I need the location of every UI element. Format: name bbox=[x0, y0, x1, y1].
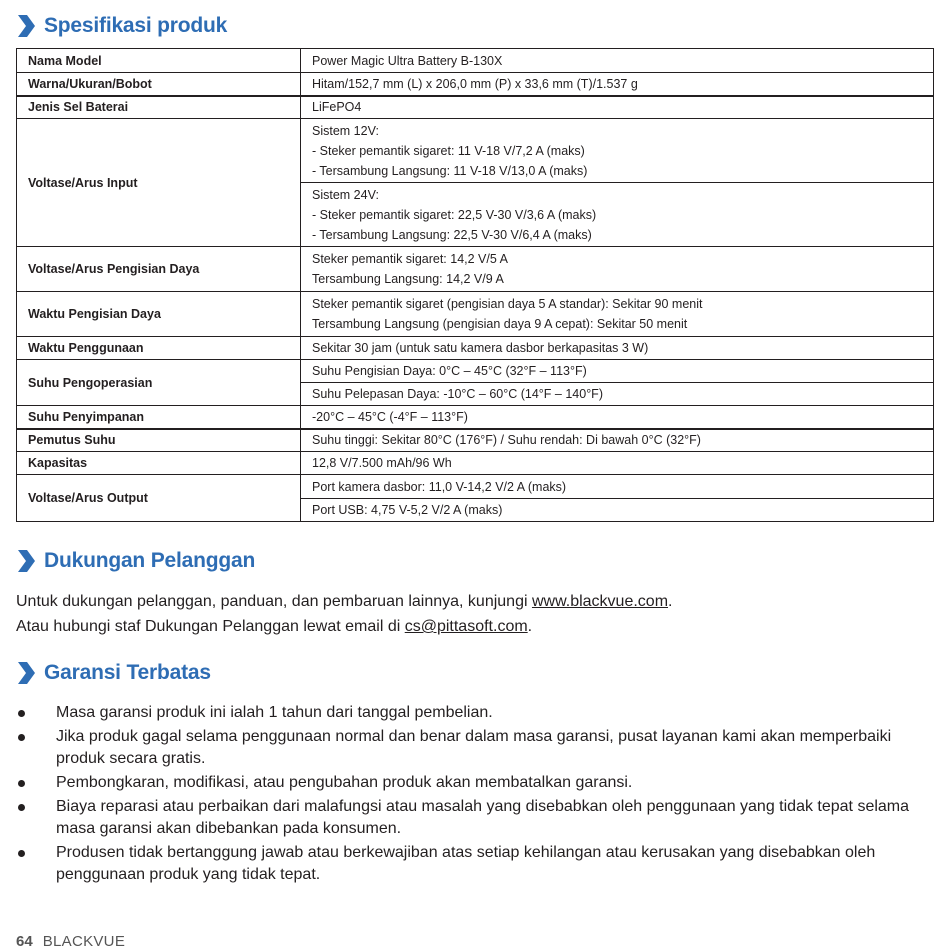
bullet-icon bbox=[18, 734, 25, 741]
table-row bbox=[17, 360, 934, 383]
spec-value: Suhu tinggi: Sekitar 80°C (176°F) / Suhu rendah: Di bawah 0°C (32°F) bbox=[301, 429, 934, 452]
support-text-fragment: Untuk dukungan pelanggan, panduan, dan pembaruan lainnya, kunjungi bbox=[16, 593, 532, 610]
support-section-heading bbox=[16, 549, 255, 573]
list-item-text: Masa garansi produk ini ialah 1 tahun dari tanggal pembelian. bbox=[56, 704, 493, 721]
brand-name: BLACKVUE bbox=[42, 933, 126, 950]
support-section-title: Dukungan Pelanggan bbox=[44, 549, 256, 572]
website-link[interactable]: www.blackvue.com bbox=[531, 593, 669, 610]
spec-value: 12,8 V/7.500 mAh/96 Wh bbox=[301, 452, 934, 475]
spec-value-line: Sistem 12V: bbox=[312, 124, 379, 138]
spec-section-heading bbox=[16, 14, 227, 38]
spec-value: Suhu Pelepasan Daya: -10°C – 60°C (14°F – 140°F) bbox=[301, 383, 934, 406]
warranty-section-title: Garansi Terbatas bbox=[44, 661, 211, 684]
support-line-email bbox=[16, 614, 672, 639]
table-row bbox=[17, 119, 934, 183]
list-item bbox=[16, 726, 926, 770]
list-item bbox=[16, 842, 926, 886]
spec-value: Port USB: 4,75 V-5,2 V/2 A (maks) bbox=[301, 499, 934, 522]
spec-label: Voltase/Arus Input bbox=[17, 119, 301, 247]
spec-value bbox=[301, 247, 934, 292]
spec-value-line: Tersambung Langsung (pengisian daya 9 A cepat): Sekitar 50 menit bbox=[312, 317, 688, 331]
spec-value-line: - Tersambung Langsung: 22,5 V-30 V/6,4 A (maks) bbox=[312, 228, 592, 242]
support-text bbox=[16, 589, 672, 639]
spec-value: Power Magic Ultra Battery B-130X bbox=[301, 49, 934, 73]
spec-label: Warna/Ukuran/Bobot bbox=[17, 73, 301, 96]
spec-section-title: Spesifikasi produk bbox=[44, 14, 228, 37]
support-line-website bbox=[16, 589, 672, 614]
spec-value-line: - Tersambung Langsung: 11 V-18 V/13,0 A (maks) bbox=[312, 164, 588, 178]
spec-value-line: Steker pemantik sigaret: 14,2 V/5 A bbox=[312, 252, 508, 266]
spec-label: Suhu Penyimpanan bbox=[17, 406, 301, 429]
table-row bbox=[17, 452, 934, 475]
chevron-right-icon bbox=[16, 549, 36, 573]
email-link[interactable]: cs@pittasoft.com bbox=[404, 618, 528, 635]
spec-value: Sekitar 30 jam (untuk satu kamera dasbor berkapasitas 3 W) bbox=[301, 337, 934, 360]
spec-label: Pemutus Suhu bbox=[17, 429, 301, 452]
spec-label: Waktu Pengisian Daya bbox=[17, 292, 301, 337]
table-row bbox=[17, 337, 934, 360]
spec-label: Voltase/Arus Output bbox=[17, 475, 301, 522]
support-text-fragment: Atau hubungi staf Dukungan Pelanggan lewat email di bbox=[16, 618, 405, 635]
spec-value bbox=[301, 183, 934, 247]
bullet-icon bbox=[18, 710, 25, 717]
table-row bbox=[17, 49, 934, 73]
spec-label: Suhu Pengoperasian bbox=[17, 360, 301, 406]
spec-value: Hitam/152,7 mm (L) x 206,0 mm (P) x 33,6 mm (T)/1.537 g bbox=[301, 73, 934, 96]
spec-value-line: Steker pemantik sigaret (pengisian daya 5 A standar): Sekitar 90 menit bbox=[312, 297, 703, 311]
spec-value bbox=[301, 119, 934, 183]
spec-value-line: - Steker pemantik sigaret: 22,5 V-30 V/3,6 A (maks) bbox=[312, 208, 597, 222]
spec-label: Voltase/Arus Pengisian Daya bbox=[17, 247, 301, 292]
list-item-text: Produsen tidak bertanggung jawab atau berkewajiban atas setiap kehilangan atau kerusakan yang disebabkan oleh penggunaan produk yang tidak tepat. bbox=[56, 844, 876, 883]
table-row bbox=[17, 292, 934, 337]
list-item bbox=[16, 772, 926, 794]
table-row bbox=[17, 475, 934, 499]
spec-value: LiFePO4 bbox=[301, 96, 934, 119]
bullet-icon bbox=[18, 804, 25, 811]
spec-value: Port kamera dasbor: 11,0 V-14,2 V/2 A (maks) bbox=[301, 475, 934, 499]
support-text-fragment: . bbox=[668, 593, 673, 610]
list-item-text: Pembongkaran, modifikasi, atau pengubahan produk akan membatalkan garansi. bbox=[56, 774, 633, 791]
spec-value bbox=[301, 292, 934, 337]
bullet-icon bbox=[18, 780, 25, 787]
table-row bbox=[17, 406, 934, 429]
list-item-text: Jika produk gagal selama penggunaan normal dan benar dalam masa garansi, pusat layanan kami akan memperbaiki produk secara gratis. bbox=[56, 728, 892, 767]
spec-label: Nama Model bbox=[17, 49, 301, 73]
table-row bbox=[17, 96, 934, 119]
chevron-right-icon bbox=[16, 661, 36, 685]
page-number: 64 bbox=[16, 933, 33, 950]
warranty-section-heading bbox=[16, 661, 211, 685]
spec-value-line: - Steker pemantik sigaret: 11 V-18 V/7,2 A (maks) bbox=[312, 144, 585, 158]
list-item bbox=[16, 796, 926, 840]
spec-value: -20°C – 45°C (-4°F – 113°F) bbox=[301, 406, 934, 429]
list-item bbox=[16, 702, 926, 724]
table-row bbox=[17, 429, 934, 452]
spec-label: Kapasitas bbox=[17, 452, 301, 475]
spec-table bbox=[16, 48, 934, 522]
spec-value: Suhu Pengisian Daya: 0°C – 45°C (32°F – 113°F) bbox=[301, 360, 934, 383]
support-text-fragment: . bbox=[527, 618, 533, 635]
spec-label: Jenis Sel Baterai bbox=[17, 96, 301, 119]
table-row bbox=[17, 73, 934, 96]
list-item-text: Biaya reparasi atau perbaikan dari malafungsi atau masalah yang disebabkan oleh penggunaan yang tidak tepat selama masa garansi akan dibebankan pada konsumen. bbox=[56, 798, 910, 837]
bullet-icon bbox=[18, 850, 25, 857]
table-row bbox=[17, 247, 934, 292]
chevron-right-icon bbox=[16, 14, 36, 38]
spec-value-line: Tersambung Langsung: 14,2 V/9 A bbox=[312, 272, 504, 286]
page-footer bbox=[16, 933, 125, 950]
spec-label: Waktu Penggunaan bbox=[17, 337, 301, 360]
warranty-list bbox=[16, 702, 926, 888]
spec-value-line: Sistem 24V: bbox=[312, 188, 379, 202]
